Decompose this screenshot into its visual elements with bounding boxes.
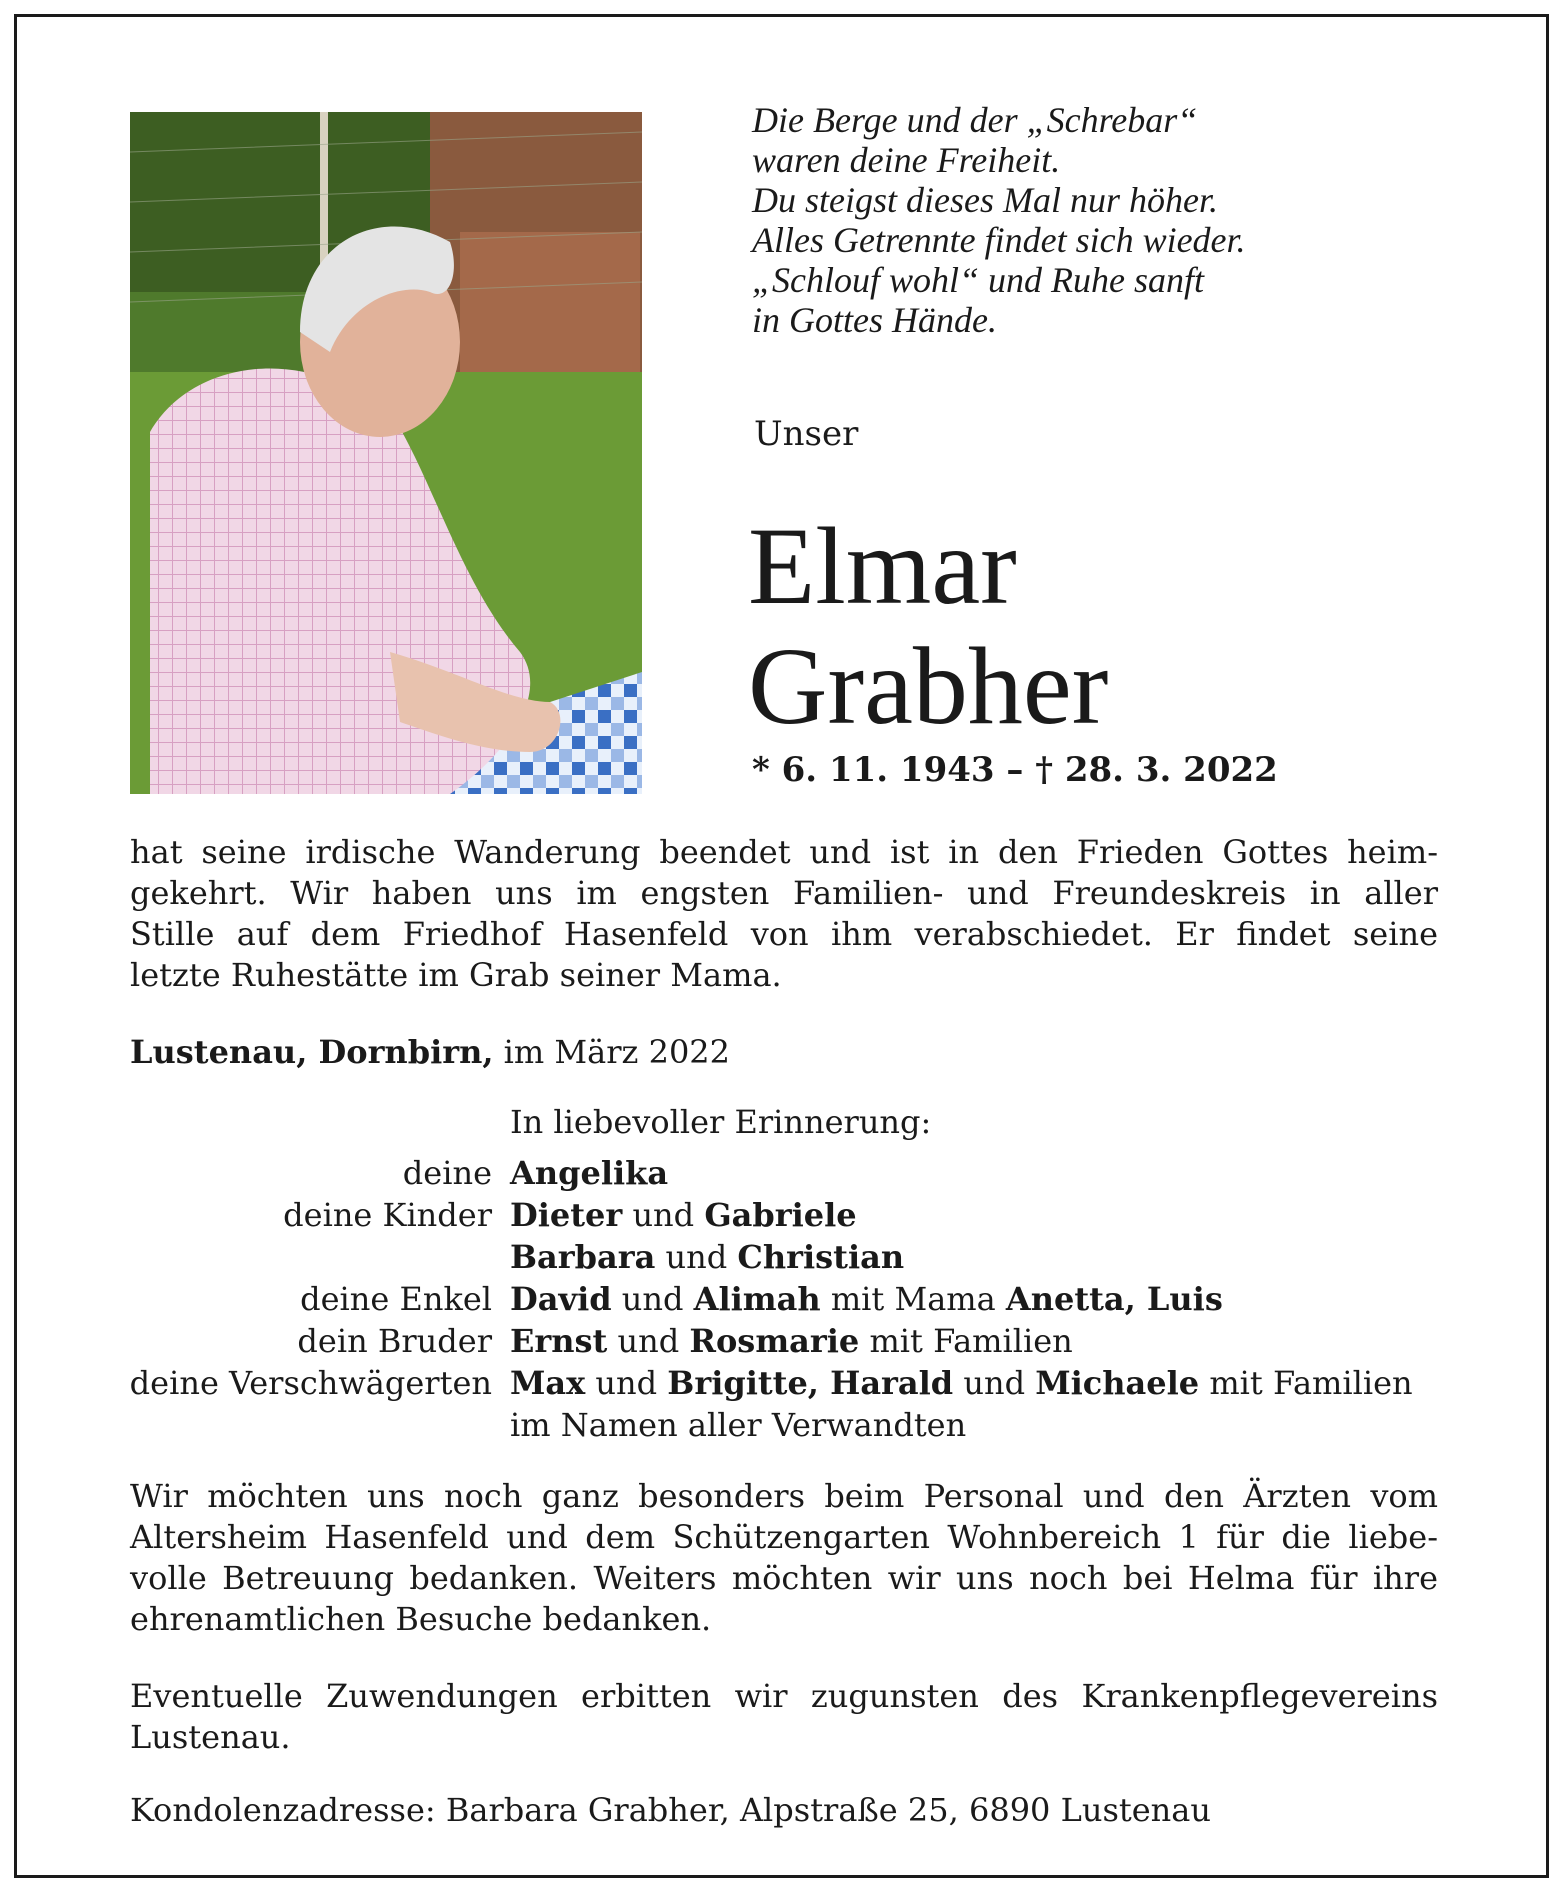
intro-word: Unser: [754, 414, 859, 454]
mourner-names: Dieter und Gabriele: [510, 1196, 857, 1234]
relation-label: deine Kinder: [283, 1196, 492, 1234]
text-line: letzte Ruhestätte im Grab seiner Mama.: [130, 956, 782, 994]
mourner-names: David und Alimah mit Mama Anetta, Luis: [510, 1280, 1223, 1318]
mourner-names: Barbara und Christian: [510, 1238, 905, 1276]
mourner-names: Angelika: [510, 1154, 669, 1192]
mourner-row: [0, 1194, 1567, 1236]
text-line: Lustenau.: [130, 1718, 291, 1756]
life-dates: * 6. 11. 1943 – † 28. 3. 2022: [752, 750, 1278, 790]
portrait-photo: [130, 112, 642, 794]
poem-line: waren deine Freiheit.: [752, 140, 1061, 180]
condolence-address: Kondolenzadresse: Barbara Grabher, Alpstraße 25, 6890 Lustenau: [130, 1791, 1211, 1829]
mourner-row: [0, 1278, 1567, 1320]
poem-line: Alles Getrennte findet sich wieder.: [752, 220, 1246, 260]
donations-paragraph: [130, 1676, 1438, 1758]
place-names: Lustenau, Dornbirn,: [130, 1033, 494, 1071]
text-line: gekehrt. Wir haben uns im engsten Familien- und Freundeskreis in aller: [130, 874, 1438, 912]
poem-line: „Schlouf wohl“ und Ruhe sanft: [752, 260, 1205, 300]
thanks-paragraph: [130, 1476, 1438, 1640]
mourner-names: Max und Brigitte, Harald und Michaele mit Familien: [510, 1364, 1413, 1402]
poem-line: in Gottes Hände.: [752, 300, 997, 340]
mourners-list: [0, 1152, 1567, 1446]
text-line: Altersheim Hasenfeld und dem Schützengarten Wohnbereich 1 für die liebe-: [130, 1518, 1438, 1556]
deceased-name: [748, 506, 1108, 746]
first-name: Elmar: [748, 505, 1017, 627]
mourner-names: Ernst und Rosmarie mit Familien: [510, 1322, 1073, 1360]
mourner-row: [0, 1152, 1567, 1194]
text-line: ehrenamtlichen Besuche bedanken.: [130, 1600, 712, 1638]
text-line: hat seine irdische Wanderung beendet und ist in den Frieden Gottes heim-: [130, 833, 1438, 871]
relation-label: deine Verschwägerten: [129, 1364, 492, 1402]
relatives-line: im Namen aller Verwandten: [510, 1406, 967, 1444]
text-line: volle Betreuung bedanken. Weiters möchten wir uns noch bei Helma für ihre: [130, 1559, 1438, 1597]
poem-line: Du steigst dieses Mal nur höher.: [752, 180, 1218, 220]
relation-label: deine: [402, 1154, 492, 1192]
last-name: Grabher: [748, 625, 1109, 747]
mourner-row: [0, 1236, 1567, 1278]
relation-label: dein Bruder: [297, 1322, 492, 1360]
text-line: Eventuelle Zuwendungen erbitten wir zugunsten des Krankenpflegevereins: [130, 1677, 1438, 1715]
announcement-text: [130, 832, 1438, 996]
mourner-row: [0, 1362, 1567, 1404]
text-line: Wir möchten uns noch ganz besonders beim Personal und den Ärzten vom: [130, 1477, 1438, 1515]
mourner-row: [0, 1404, 1567, 1446]
memory-heading: In liebevoller Erinnerung:: [510, 1103, 932, 1141]
text-line: Stille auf dem Friedhof Hasenfeld von ihm verabschiedet. Er findet seine: [130, 915, 1438, 953]
month-year: im März 2022: [493, 1033, 731, 1071]
memorial-poem: [752, 100, 1492, 340]
relation-label: deine Enkel: [300, 1280, 492, 1318]
poem-line: Die Berge und der „Schrebar“: [752, 100, 1198, 140]
place-date: [130, 1032, 730, 1072]
mourner-row: [0, 1320, 1567, 1362]
